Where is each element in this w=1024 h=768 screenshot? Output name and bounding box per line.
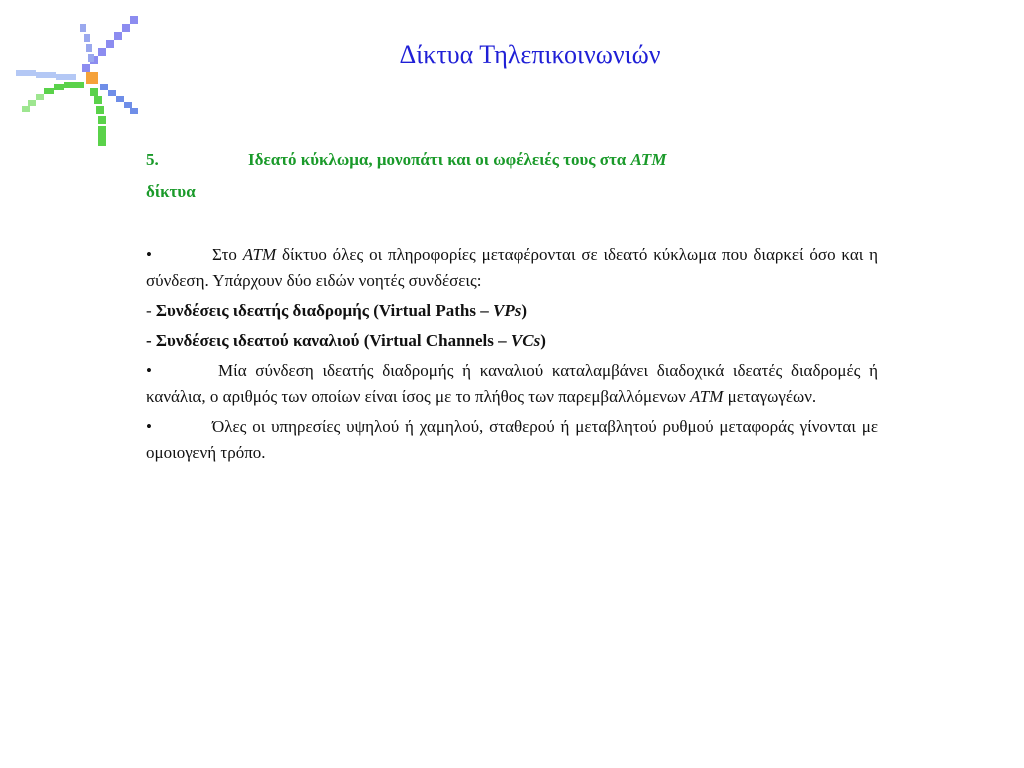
paragraph-text: μεταγωγέων. <box>727 387 817 406</box>
bullet-icon: • <box>146 417 152 436</box>
bullet-icon: • <box>146 361 152 380</box>
paragraph-text: Στο <box>212 245 237 264</box>
vcs-abbr: VCs <box>510 331 541 350</box>
atm-term: ATM <box>242 245 277 264</box>
body-text <box>146 242 878 470</box>
section-heading-text: Ιδεατό κύκλωμα, μονοπάτι και οι ωφέλειές τους στα <box>248 150 627 169</box>
section-number: 5. <box>146 150 159 169</box>
paragraph-text: δίκτυο όλες οι πληροφορίες μεταφέρονται σε ιδεατό κύκλωμα που διαρκεί όσο και η σύνδεση. Υπάρχουν δύο ειδών νοητές συνδέσεις: <box>146 245 879 290</box>
virtual-paths-line <box>146 298 878 324</box>
close-paren: ) <box>521 301 528 320</box>
close-paren: ) <box>540 331 546 350</box>
section-heading-atm: ATM <box>630 150 667 169</box>
atm-term: ATM <box>690 387 724 406</box>
paragraph-services <box>146 414 878 466</box>
paragraph-virtual-routes <box>146 358 878 410</box>
paragraph-text: Μία σύνδεση ιδεατής διαδρομής ή καναλιού καταλαμβάνει διαδοχικά ιδεατές διαδρομές ή κανάλια, ο αριθμός των οποίων είναι ίσος με το πλήθος των παρεμβαλλόμενων <box>146 361 878 406</box>
virtual-channels-label: - Συνδέσεις ιδεατού καναλιού (Virtual Channels – <box>146 331 507 350</box>
page-title: Δίκτυα Τηλεπικοινωνιών <box>399 40 661 69</box>
dash: - <box>146 301 152 320</box>
vps-abbr: VPs <box>493 301 522 320</box>
logo-icon <box>10 10 150 150</box>
paragraph-atm-circuit <box>146 242 878 294</box>
section-heading-cont: δίκτυα <box>146 182 196 201</box>
virtual-paths-label: Συνδέσεις ιδεατής διαδρομής (Virtual Paths – <box>155 301 489 320</box>
virtual-channels-line <box>146 328 878 354</box>
paragraph-text: Όλες οι υπηρεσίες υψηλού ή χαμηλού, σταθερού ή μεταβλητού ρυθμού μεταφοράς γίνονται με ομοιογενή τρόπο. <box>146 417 878 462</box>
section-heading <box>146 144 878 208</box>
bullet-icon: • <box>146 245 152 264</box>
